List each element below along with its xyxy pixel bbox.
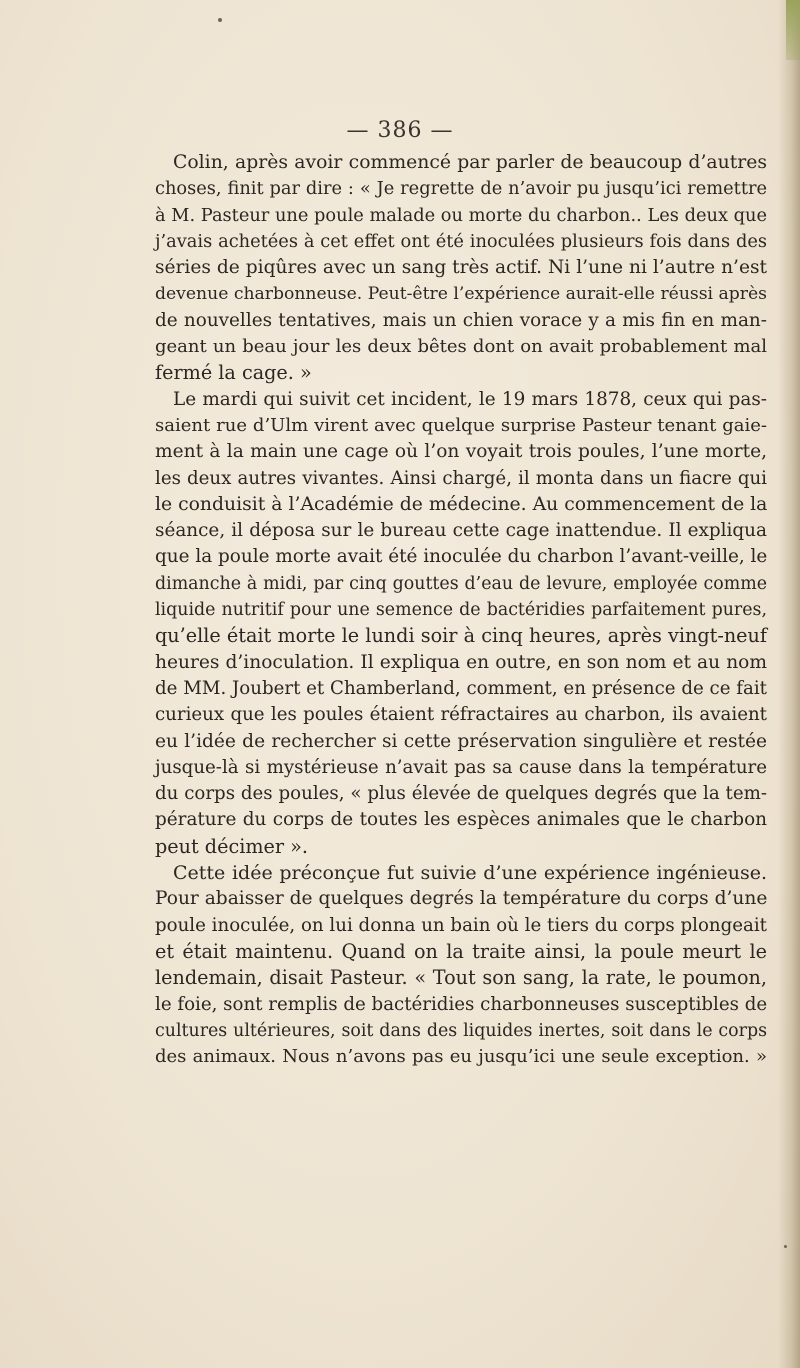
text-line: pérature du corps de toutes les espèces animales que le charbon bbox=[155, 809, 767, 831]
text-line: et était maintenu. Quand on la traite ainsi, la poule meurt le bbox=[155, 939, 767, 963]
text-line: séance, il déposa sur le bureau cette cage inattendue. Il expliqua bbox=[155, 520, 767, 542]
text-line: peut décimer ». bbox=[155, 834, 308, 858]
page-number: — 386 — bbox=[346, 118, 454, 143]
text-line: poule inoculée, on lui donna un bain où le tiers du corps plongeait bbox=[155, 914, 767, 936]
text-line: heures d’inoculation. Il expliqua en outre, en son nom et au nom bbox=[155, 651, 767, 673]
text-line: liquide nutritif pour une semence de bactéridies parfaitement pures, bbox=[155, 600, 767, 621]
text-line: de MM. Joubert et Chamberland, comment, en présence de ce fait bbox=[155, 677, 767, 699]
ink-speck bbox=[784, 1245, 787, 1248]
text-line: séries de piqûres avec un sang très actif. Ni l’une ni l’autre n’est bbox=[155, 257, 767, 279]
text-line: dimanche à midi, par cinq gouttes d’eau de levure, employée comme bbox=[155, 573, 767, 594]
page-edge-stain bbox=[786, 0, 800, 60]
text-line: du corps des poules, « plus élevée de quelques degrés que la tem- bbox=[155, 783, 767, 805]
text-line: le conduisit à l’Académie de médecine. Au commencement de la bbox=[155, 493, 768, 515]
text-line: de nouvelles tentatives, mais un chien vorace y a mis fin en man- bbox=[155, 309, 767, 331]
text-line: devenue charbonneuse. Peut-être l’expérience aurait-elle réussi après bbox=[155, 284, 767, 305]
ink-speck bbox=[218, 18, 222, 22]
text-line: curieux que les poules étaient réfractaires au charbon, ils avaient bbox=[155, 704, 767, 726]
text-line: jusque-là si mystérieuse n’avait pas sa cause dans la température bbox=[155, 756, 767, 778]
text-line: j’avais achetées à cet effet ont été inoculées plusieurs fois dans des bbox=[155, 230, 767, 252]
text-line: Pour abaisser de quelques degrés la température du corps d’une bbox=[155, 888, 768, 910]
body-text bbox=[155, 150, 767, 1070]
text-line: Le mardi qui suivit cet incident, le 19 mars 1878, ceux qui pas- bbox=[173, 388, 767, 410]
text-line: lendemain, disait Pasteur. « Tout son sang, la rate, le poumon, bbox=[155, 966, 767, 990]
text-line: Cette idée préconçue fut suivie d’une expérience ingénieuse. bbox=[173, 862, 767, 885]
text-line: que la poule morte avait été inoculée du charbon l’avant-veille, le bbox=[155, 546, 768, 568]
text-line: à M. Pasteur une poule malade ou morte du charbon.. Les deux que bbox=[155, 204, 767, 226]
text-line: eu l’idée de rechercher si cette préservation singulière et restée bbox=[155, 730, 767, 752]
text-line: le foie, sont remplis de bactéridies charbonneuses susceptibles de bbox=[155, 993, 768, 1015]
page-edge-shadow bbox=[778, 0, 800, 1368]
text-line: les deux autres vivantes. Ainsi chargé, il monta dans un fiacre qui bbox=[155, 467, 767, 489]
text-line: fermé la cage. » bbox=[155, 361, 312, 385]
text-line: saient rue d’Ulm virent avec quelque surprise Pasteur tenant gaie- bbox=[155, 414, 767, 436]
text-line: choses, finit par dire : « Je regrette de n’avoir pu jusqu’ici remettre bbox=[155, 178, 767, 200]
text-line: des animaux. Nous n’avons pas eu jusqu’ici une seule exception. » bbox=[155, 1046, 767, 1068]
text-line: qu’elle était morte le lundi soir à cinq heures, après vingt-neuf bbox=[155, 624, 767, 648]
text-line: geant un beau jour les deux bêtes dont on avait probablement mal bbox=[155, 336, 767, 358]
text-line: ment à la main une cage où l’on voyait trois poules, l’une morte, bbox=[155, 441, 767, 463]
text-line: Colin, après avoir commencé par parler de beaucoup d’autres bbox=[173, 152, 767, 173]
text-line: cultures ultérieures, soit dans des liquides inertes, soit dans le corps bbox=[155, 1020, 767, 1041]
